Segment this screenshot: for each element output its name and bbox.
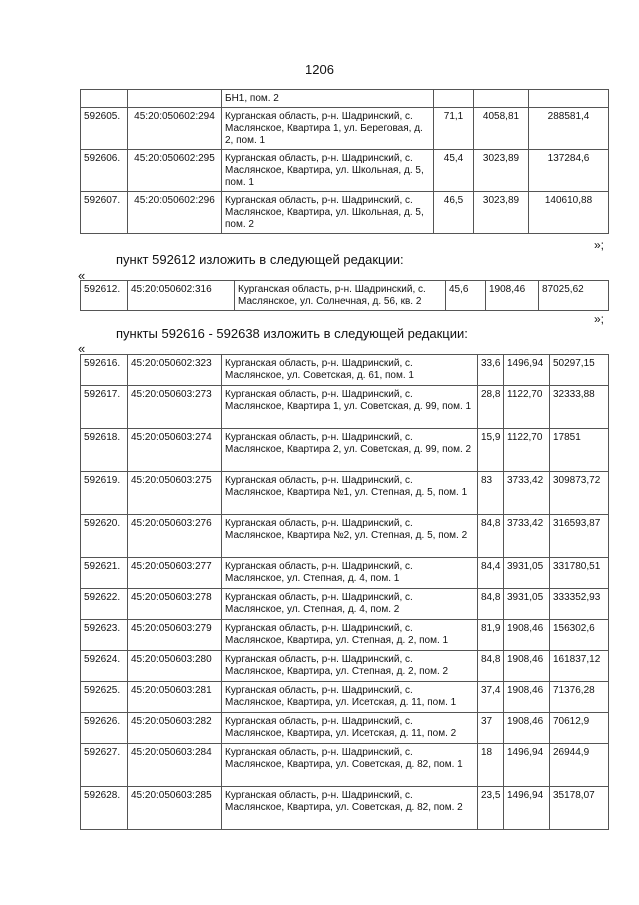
unit-price-cell: 1496,94 (504, 744, 550, 787)
row-number: 592605. (81, 108, 128, 150)
row-number: 592612. (81, 281, 128, 311)
address-cell: Курганская область, р-н. Шадринский, с. Маслянское, Квартира №2, ул. Степная, д. 5, пом. 2 (222, 515, 478, 558)
unit-price-cell: 1908,46 (504, 682, 550, 713)
unit-price-cell: 1908,46 (504, 713, 550, 744)
table-row (81, 682, 609, 713)
unit-price-cell: 3023,89 (474, 150, 529, 192)
closing-quote: »; (594, 238, 605, 252)
unit-price-cell: 1496,94 (504, 355, 550, 386)
cadastral-number: 45:20:050603:276 (128, 515, 222, 558)
area-cell: 37 (478, 713, 504, 744)
unit-price-cell: 1908,46 (504, 651, 550, 682)
table-row (81, 620, 609, 651)
total-cell: 26944,9 (550, 744, 609, 787)
area-cell: 33,6 (478, 355, 504, 386)
address-cell: Курганская область, р-н. Шадринский, с. Маслянское, ул. Степная, д. 4, пом. 2 (222, 589, 478, 620)
row-number: 592606. (81, 150, 128, 192)
total-cell: 161837,12 (550, 651, 609, 682)
total-cell: 50297,15 (550, 355, 609, 386)
table-row (81, 472, 609, 515)
address-cell: Курганская область, р-н. Шадринский, с. Маслянское, Квартира, ул. Советская, д. 82, пом. 2 (222, 787, 478, 830)
address-cell: Курганская область, р-н. Шадринский, с. Маслянское, Квартира №1, ул. Степная, д. 5, пом. 1 (222, 472, 478, 515)
cadastral-number (128, 90, 222, 108)
area-cell: 15,9 (478, 429, 504, 472)
row-number: 592626. (81, 713, 128, 744)
area-cell: 84,4 (478, 558, 504, 589)
cadastral-number: 45:20:050603:285 (128, 787, 222, 830)
page-number: 1206 (305, 62, 334, 77)
table-row (81, 192, 609, 234)
total-cell: 140610,88 (529, 192, 609, 234)
address-cell: Курганская область, р-н. Шадринский, с. Маслянское, Квартира, ул. Школьная, д. 5, пом. 1 (222, 150, 434, 192)
row-number: 592607. (81, 192, 128, 234)
total-cell: 71376,28 (550, 682, 609, 713)
opening-quote: « (78, 341, 86, 356)
unit-price-cell: 3733,42 (504, 515, 550, 558)
unit-price-cell: 1908,46 (486, 281, 539, 311)
row-number: 592627. (81, 744, 128, 787)
address-cell: Курганская область, р-н. Шадринский, с. Маслянское, Квартира, ул. Школьная, д. 5, пом. 2 (222, 192, 434, 234)
amendment-paragraph: пункт 592612 изложить в следующей редакции: (116, 252, 404, 267)
table-row (81, 108, 609, 150)
address-cell: Курганская область, р-н. Шадринский, с. Маслянское, Квартира 1, ул. Береговая, д. 2, пом. 1 (222, 108, 434, 150)
cadastral-number: 45:20:050603:275 (128, 472, 222, 515)
property-table-1 (80, 89, 609, 234)
table-body (81, 355, 609, 830)
total-cell: 70612,9 (550, 713, 609, 744)
row-number (81, 90, 128, 108)
row-number: 592618. (81, 429, 128, 472)
table-body (81, 281, 609, 311)
table-row (81, 281, 609, 311)
unit-price-cell: 3023,89 (474, 192, 529, 234)
row-number: 592621. (81, 558, 128, 589)
table-row (81, 386, 609, 429)
row-number: 592616. (81, 355, 128, 386)
area-cell (434, 90, 474, 108)
total-cell: 333352,93 (550, 589, 609, 620)
table-row (81, 429, 609, 472)
total-cell (529, 90, 609, 108)
cadastral-number: 45:20:050603:284 (128, 744, 222, 787)
area-cell: 45,4 (434, 150, 474, 192)
area-cell: 28,8 (478, 386, 504, 429)
unit-price-cell: 1908,46 (504, 620, 550, 651)
unit-price-cell (474, 90, 529, 108)
unit-price-cell: 4058,81 (474, 108, 529, 150)
address-cell: БН1, пом. 2 (222, 90, 434, 108)
cadastral-number: 45:20:050602:316 (128, 281, 235, 311)
total-cell: 87025,62 (539, 281, 609, 311)
opening-quote: « (78, 268, 86, 283)
cadastral-number: 45:20:050603:273 (128, 386, 222, 429)
table-row (81, 558, 609, 589)
cadastral-number: 45:20:050602:294 (128, 108, 222, 150)
property-table-3 (80, 354, 609, 830)
cadastral-number: 45:20:050603:282 (128, 713, 222, 744)
area-cell: 23,5 (478, 787, 504, 830)
address-cell: Курганская область, р-н. Шадринский, с. Маслянское, Квартира 2, ул. Советская, д. 99, пом. 2 (222, 429, 478, 472)
table-row (81, 713, 609, 744)
address-cell: Курганская область, р-н. Шадринский, с. Маслянское, ул. Советская, д. 61, пом. 1 (222, 355, 478, 386)
address-cell: Курганская область, р-н. Шадринский, с. Маслянское, Квартира, ул. Степная, д. 2, пом. 2 (222, 651, 478, 682)
unit-price-cell: 3733,42 (504, 472, 550, 515)
cadastral-number: 45:20:050603:277 (128, 558, 222, 589)
area-cell: 84,8 (478, 589, 504, 620)
table-row (81, 589, 609, 620)
cadastral-number: 45:20:050602:295 (128, 150, 222, 192)
row-number: 592624. (81, 651, 128, 682)
area-cell: 45,6 (446, 281, 486, 311)
unit-price-cell: 3931,05 (504, 589, 550, 620)
row-number: 592617. (81, 386, 128, 429)
total-cell: 309873,72 (550, 472, 609, 515)
total-cell: 316593,87 (550, 515, 609, 558)
cadastral-number: 45:20:050602:296 (128, 192, 222, 234)
cadastral-number: 45:20:050603:274 (128, 429, 222, 472)
area-cell: 71,1 (434, 108, 474, 150)
area-cell: 37,4 (478, 682, 504, 713)
address-cell: Курганская область, р-н. Шадринский, с. Маслянское, Квартира, ул. Исетская, д. 11, пом. 2 (222, 713, 478, 744)
address-cell: Курганская область, р-н. Шадринский, с. Маслянское, ул. Степная, д. 4, пом. 1 (222, 558, 478, 589)
row-number: 592619. (81, 472, 128, 515)
total-cell: 156302,6 (550, 620, 609, 651)
row-number: 592623. (81, 620, 128, 651)
area-cell: 84,8 (478, 651, 504, 682)
table-row (81, 90, 609, 108)
closing-quote: »; (594, 312, 605, 326)
total-cell: 32333,88 (550, 386, 609, 429)
table-row (81, 744, 609, 787)
total-cell: 331780,51 (550, 558, 609, 589)
area-cell: 83 (478, 472, 504, 515)
cadastral-number: 45:20:050602:323 (128, 355, 222, 386)
property-table-2 (80, 280, 609, 311)
area-cell: 81,9 (478, 620, 504, 651)
table-body (81, 90, 609, 234)
area-cell: 18 (478, 744, 504, 787)
total-cell: 35178,07 (550, 787, 609, 830)
row-number: 592628. (81, 787, 128, 830)
amendment-paragraph: пункты 592616 - 592638 изложить в следующей редакции: (116, 326, 468, 341)
unit-price-cell: 1122,70 (504, 386, 550, 429)
table-row (81, 651, 609, 682)
total-cell: 288581,4 (529, 108, 609, 150)
table-row (81, 150, 609, 192)
unit-price-cell: 3931,05 (504, 558, 550, 589)
address-cell: Курганская область, р-н. Шадринский, с. Маслянское, Квартира, ул. Степная, д. 2, пом. 1 (222, 620, 478, 651)
cadastral-number: 45:20:050603:278 (128, 589, 222, 620)
address-cell: Курганская область, р-н. Шадринский, с. Маслянское, Квартира, ул. Советская, д. 82, пом. 1 (222, 744, 478, 787)
address-cell: Курганская область, р-н. Шадринский, с. Маслянское, Квартира, ул. Исетская, д. 11, пом. 1 (222, 682, 478, 713)
cadastral-number: 45:20:050603:281 (128, 682, 222, 713)
address-cell: Курганская область, р-н. Шадринский, с. Маслянское, Квартира 1, ул. Советская, д. 99, пом. 1 (222, 386, 478, 429)
unit-price-cell: 1122,70 (504, 429, 550, 472)
unit-price-cell: 1496,94 (504, 787, 550, 830)
cadastral-number: 45:20:050603:280 (128, 651, 222, 682)
table-row (81, 787, 609, 830)
address-cell: Курганская область, р-н. Шадринский, с. Маслянское, ул. Солнечная, д. 56, кв. 2 (235, 281, 446, 311)
area-cell: 84,8 (478, 515, 504, 558)
row-number: 592625. (81, 682, 128, 713)
table-row (81, 355, 609, 386)
cadastral-number: 45:20:050603:279 (128, 620, 222, 651)
row-number: 592622. (81, 589, 128, 620)
row-number: 592620. (81, 515, 128, 558)
table-row (81, 515, 609, 558)
area-cell: 46,5 (434, 192, 474, 234)
total-cell: 17851 (550, 429, 609, 472)
total-cell: 137284,6 (529, 150, 609, 192)
